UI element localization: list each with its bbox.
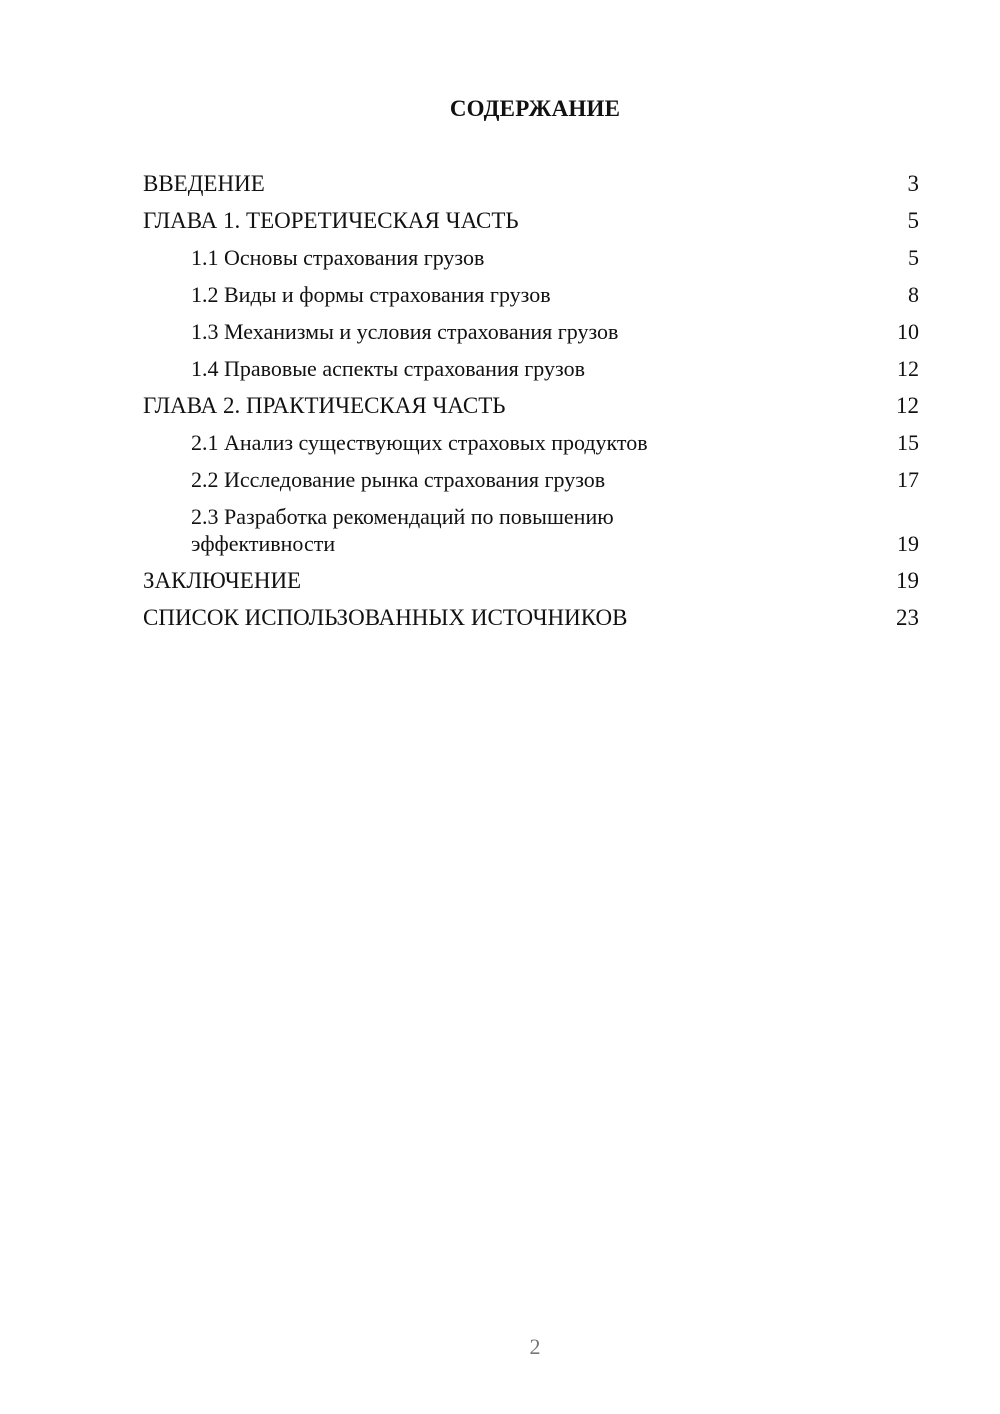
- toc-entry-title: 1.2 Виды и формы страхования грузов: [191, 282, 551, 307]
- toc-entry-page: 17: [897, 467, 919, 492]
- table-of-contents: [143, 170, 919, 641]
- toc-entry-title: ГЛАВА 1. ТЕОРЕТИЧЕСКАЯ ЧАСТЬ: [143, 208, 519, 233]
- toc-entry-title: 1.3 Механизмы и условия страхования грузов: [191, 319, 619, 344]
- toc-entry-page: 12: [896, 393, 919, 418]
- toc-entry-section-1-4[interactable]: [143, 355, 919, 392]
- toc-entry-references[interactable]: [143, 604, 919, 641]
- toc-entry-page: 15: [897, 430, 919, 455]
- toc-entry-title: ГЛАВА 2. ПРАКТИЧЕСКАЯ ЧАСТЬ: [143, 393, 506, 418]
- page-number: 2: [529, 1334, 541, 1359]
- toc-entry-page: 19: [897, 531, 919, 556]
- toc-entry-page: 12: [897, 356, 919, 381]
- toc-entry-section-2-1[interactable]: [143, 429, 919, 466]
- toc-entry-section-2-2[interactable]: [143, 466, 919, 503]
- toc-entry-title: 2.2 Исследование рынка страхования грузов: [191, 467, 606, 492]
- toc-entry-page: 23: [896, 605, 919, 630]
- toc-entry-chapter-1[interactable]: [143, 207, 919, 244]
- toc-entry-conclusion[interactable]: [143, 567, 919, 604]
- toc-entry-chapter-2[interactable]: [143, 392, 919, 429]
- toc-entry-page: 8: [908, 282, 919, 307]
- toc-entry-introduction[interactable]: [143, 170, 919, 207]
- toc-entry-title: 1.4 Правовые аспекты страхования грузов: [191, 356, 585, 381]
- toc-entry-page: 5: [908, 245, 919, 270]
- toc-entry-title: 1.1 Основы страхования грузов: [191, 245, 485, 270]
- toc-entry-title: 2.3 Разработка рекомендаций по повышению эффективности: [191, 504, 614, 556]
- toc-entry-section-1-3[interactable]: [143, 318, 919, 355]
- toc-entry-page: 3: [907, 171, 919, 196]
- page-title: СОДЕРЖАНИЕ: [449, 96, 621, 121]
- toc-entry-section-1-1[interactable]: [143, 244, 919, 281]
- toc-entry-title: СПИСОК ИСПОЛЬЗОВАННЫХ ИСТОЧНИКОВ: [143, 605, 628, 630]
- toc-entry-title: 2.1 Анализ существующих страховых продуктов: [191, 430, 648, 455]
- toc-entry-page: 19: [896, 568, 919, 593]
- toc-entry-title: ВВЕДЕНИЕ: [143, 171, 265, 196]
- toc-entry-title: ЗАКЛЮЧЕНИЕ: [143, 568, 302, 593]
- toc-entry-page: 10: [897, 319, 919, 344]
- toc-entry-page: 5: [907, 208, 919, 233]
- toc-entry-section-2-3[interactable]: [143, 503, 919, 567]
- toc-entry-section-1-2[interactable]: [143, 281, 919, 318]
